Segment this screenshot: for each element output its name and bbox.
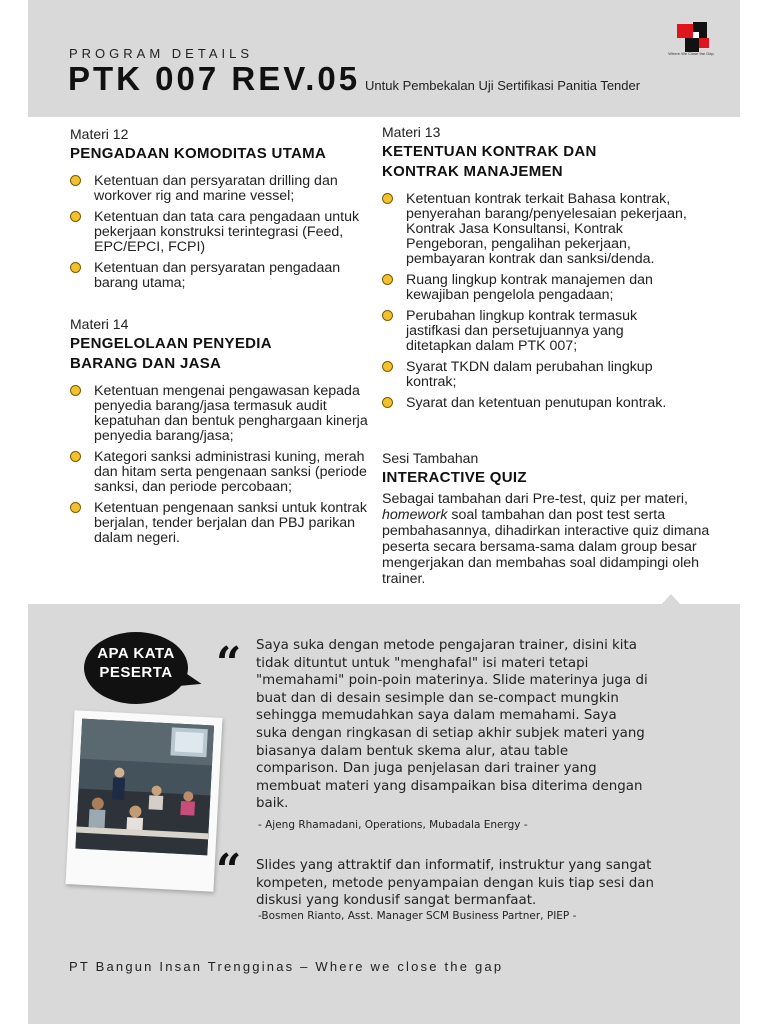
list-item: Ketentuan dan tata cara pengadaan untuk pekerjaan konstruksi terintegrasi (Feed, EPC/EPCI, FCPI) xyxy=(70,210,370,255)
list-item: Ketentuan dan persyaratan pengadaan barang utama; xyxy=(70,261,370,291)
list-item: Syarat TKDN dalam perubahan lingkup kontrak; xyxy=(382,360,692,390)
header-band xyxy=(28,0,740,117)
brochure-page xyxy=(28,0,740,1024)
testimonial-1-author: - Ajeng Rhamadani, Operations, Mubadala Energy - xyxy=(258,819,528,831)
materi-14-label: Materi 14 xyxy=(70,316,129,332)
bullet-dot-icon xyxy=(382,274,393,285)
materi-13-list xyxy=(382,192,692,411)
program-details-kicker: PROGRAM DETAILS xyxy=(69,46,254,61)
footer-tagline: PT Bangun Insan Trengginas – Where we close the gap xyxy=(69,959,504,974)
sesi-label: Sesi Tambahan xyxy=(382,450,479,466)
list-item: Syarat dan ketentuan penutupan kontrak. xyxy=(382,396,692,411)
bullet-dot-icon xyxy=(382,361,393,372)
materi-12-section xyxy=(70,126,370,297)
sesi-title: INTERACTIVE QUIZ xyxy=(382,469,527,486)
polaroid-photo-frame xyxy=(66,710,223,892)
bullet-dot-icon xyxy=(70,451,81,462)
testimonial-panel xyxy=(28,604,740,1024)
bullet-dot-icon xyxy=(70,262,81,273)
speech-bubble-text: APA KATA PESERTA xyxy=(97,645,175,681)
bullet-dot-icon xyxy=(70,502,81,513)
sesi-tambahan-section xyxy=(382,450,722,587)
materi-12-label: Materi 12 xyxy=(70,126,129,142)
materi-14-list xyxy=(70,384,372,546)
bullet-dot-icon xyxy=(382,310,393,321)
bullet-dot-icon xyxy=(70,211,81,222)
materi-12-title: PENGADAAN KOMODITAS UTAMA xyxy=(70,145,327,162)
sesi-body: Sebagai tambahan dari Pre-test, quiz per materi, homework soal tambahan dan post test serta pembahasannya, dihadirkan interactive quiz dimana peserta secara bersama-sama dalam group besar mengerjakan dan membahas soal didampingi oleh trainer. xyxy=(382,491,710,587)
quote-mark-icon: “ xyxy=(216,845,242,896)
list-item: Ketentuan mengenai pengawasan kepada penyedia barang/jasa termasuk audit kepatuhan dan bentuk penghargaan kinerja penyedia barang/jasa; xyxy=(70,384,372,444)
training-class-photo xyxy=(75,719,214,856)
list-item: Perubahan lingkup kontrak termasuk jastifkasi dan persetujuannya yang ditetapkan dalam PTK 007; xyxy=(382,309,692,354)
list-item: Ketentuan pengenaan sanksi untuk kontrak berjalan, tender berjalan dan PBJ parikan dalam negeri. xyxy=(70,501,372,546)
bullet-dot-icon xyxy=(70,385,81,396)
materi-14-section xyxy=(70,316,372,552)
materi-13-label: Materi 13 xyxy=(382,124,441,140)
list-item: Ketentuan dan persyaratan drilling dan workover rig and marine vessel; xyxy=(70,174,370,204)
bullet-dot-icon xyxy=(382,397,393,408)
testimonial-2-author: -Bosmen Rianto, Asst. Manager SCM Business Partner, PIEP - xyxy=(258,910,577,922)
quote-mark-icon: “ xyxy=(216,638,242,689)
materi-13-title: KETENTUAN KONTRAK DAN KONTRAK MANAJEMEN xyxy=(382,143,597,180)
list-item: Ketentuan kontrak terkait Bahasa kontrak, penyerahan barang/penyelesaian pekerjaan, Kontrak Jasa Konsultansi, Kontrak Pengeboran, pengalihan pekerjaan, pembayaran kontrak dan sanksi/denda. xyxy=(382,192,692,267)
materi-13-section xyxy=(382,124,692,417)
program-subtitle: Untuk Pembekalan Uji Sertifikasi Panitia Tender xyxy=(365,78,641,93)
testimonial-1-text: Saya suka dengan metode pengajaran trainer, disini kita tidak dituntut untuk "menghafal" isi materi tetapi "memahami" poin-poin materinya. Slide materinya juga di buat dan di desain sesimple dan se-compact mungkin sehingga memudahkan saya dalam memahami. Saya suka dengan ringkasan di setiap akhir subjek materi yang biasanya dalam bentuk skema alur, atau table comparison. Dan juga penjelasan dari trainer yang membuat materi yang disampaikan bisa diterima dengan baik. xyxy=(256,638,648,812)
materi-12-list xyxy=(70,174,370,291)
program-title: PTK 007 REV.05 xyxy=(68,60,361,97)
materi-14-title: PENGELOLAAN PENYEDIA BARANG DAN JASA xyxy=(70,335,272,372)
testimonial-2-text: Slides yang attraktif dan informatif, instruktur yang sangat kompeten, metode penyampaian dengan kuis tiap sesi dan diskusi yang kondusif sangat bermanfaat. xyxy=(256,858,654,909)
bullet-dot-icon xyxy=(70,175,81,186)
list-item: Ruang lingkup kontrak manajemen dan kewajiban pengelola pengadaan; xyxy=(382,273,692,303)
list-item: Kategori sanksi administrasi kuning, merah dan hitam serta pengenaan sanksi (periode sanksi, dan periode percobaan; xyxy=(70,450,372,495)
logo-tagline: Where We Close the Gap xyxy=(668,51,714,56)
bullet-dot-icon xyxy=(382,193,393,204)
